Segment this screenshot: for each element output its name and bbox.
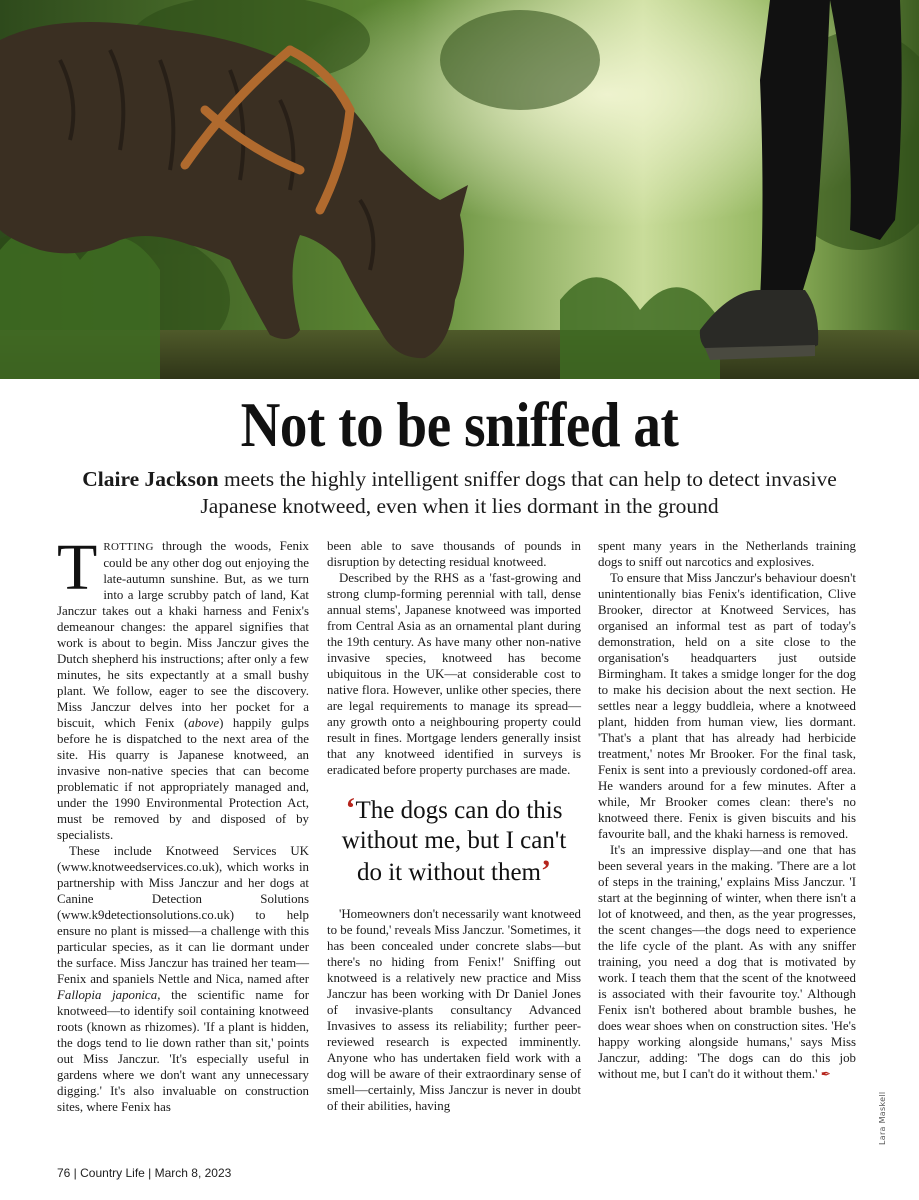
end-mark-icon: ✒ — [820, 1067, 831, 1081]
author-name: Claire Jackson — [82, 467, 219, 491]
article-column-2 — [327, 538, 581, 1114]
article-column-1 — [57, 531, 310, 1115]
quote-open-mark: ‘ — [345, 792, 356, 825]
hero-photo — [0, 0, 919, 379]
paragraph: 'Homeowners don't necessarily want knotweed to be found,' reveals Miss Janczur. 'Sometimes, it has been concealed under concrete slabs—but there's no hiding from Fenix!' Sniffing out knotweed is a relatively new practice and Miss Janczur has been working with Dr Daniel Jones of invasive-plants consultancy Advanced Invasives to assess its reliability; further peer-reviewed research is expected imminently. Anyone who has undertaken field work with a dog will be aware of their extraordinary sense of smell—certainly, Miss Janczur is never in doubt of their abilities, having — [327, 907, 581, 1113]
lead-caps: ROTTING — [103, 541, 154, 553]
quote-close-mark: ’ — [541, 854, 552, 887]
paragraph: been able to save thousands of pounds in disruption by detecting residual knotweed. — [327, 539, 581, 569]
headline: Not to be sniffed at — [240, 389, 679, 460]
paragraph: spent many years in the Netherlands training dogs to sniff out narcotics and explosives. — [598, 539, 856, 569]
standfirst — [50, 466, 869, 520]
paragraph: It's an impressive display—and one that has been several years in the making. 'There are a lot of steps in the training,' explains Miss Janczur. 'I start at the beginning of winter, when there isn't a lot of knotweed, and then, as the year progresses, the scent changes—the dogs need to experience the life cycle of the plant. As with any sniffer training, you need a dog that is motivated by work. I teach them that the scent of the knotweed is associated with their favourite toy.' Although Fenix isn't bothered about bramble bushes, he does wear shoes when on construction sites. 'He's happy working alongside humans,' says Miss Janczur, adding: 'The dogs can do this job without me, but I can't do it without them.' ✒ — [598, 843, 856, 1081]
photo-credit: Lara Maskell — [878, 1091, 887, 1145]
page-footer: 76 | Country Life | March 8, 2023 — [57, 1166, 232, 1180]
article-column-3 — [598, 538, 856, 1082]
paragraph: To ensure that Miss Janczur's behaviour doesn't unintentionally bias Fenix's identification, Clive Brooker, director at Knotweed Services, has organised an informal test as part of today's demonstration, held on a site close to the organisation's headquarters just outside Birmingham. It takes a smidge longer for the dog to make his decision about the next section. He settles near a leggy buddleia, where a knotweed plant, hidden from human view, lies dormant. 'That's a plant that has already had herbicide treatment,' notes Mr Brooker. For the final task, Fenix is sent into a previously cordoned-off area. He wanders around for a few minutes. After a while, Mr Brooker comes clean: there's no knotweed there. Fenix is given biscuits and his favourite ball, and the khaki harness is removed. — [598, 571, 856, 841]
drop-cap: T — [57, 531, 98, 604]
standfirst-text: meets the highly intelligent sniffer dogs that can help to detect invasive Japanese knotweed, even when it lies dormant in the ground — [200, 467, 837, 518]
paragraph: TROTTING through the woods, Fenix could be any other dog out enjoying the late-autumn sunshine. But, as we turn into a large scrubby patch of land, Kat Janczur takes out a khaki harness and Fenix's demeanour changes: the apparel signifies that work is about to begin. Miss Janczur gives the Dutch shepherd his instructions; after only a few minutes, he sits expectantly at a small bushy plant. We follow, eager to see the discovery. Miss Janczur delves into her pocket for a biscuit, which Fenix (above) happily gulps before he is dispatched to the next area of the site. His quarry is Japanese knotweed, an invasive non-native species that can become problematic if not appropriately managed and, under the 1990 Environmental Protection Act, must be removed by and disposed of by specialists. — [57, 531, 309, 842]
paragraph: Described by the RHS as a 'fast-growing and strong clump-forming perennial with tall, dense annual stems', Japanese knotweed was imported from Central Asia as an ornamental plant during the 19th century. As have many other non-native invasive species, knotweed has become ubiquitous in the UK—at considerable cost to native flora. However, unlike other species, there are legal requirements to manage its spread—any growth onto a neighbouring property could result in fines. Mortgage lenders generally insist that any knotweed identified in surveys is eradicated before property purchases are made. — [327, 571, 581, 777]
paragraph: These include Knotweed Services UK (www.knotweedservices.co.uk), which works in partnership with Miss Janczur and her dogs at Canine Detection Solutions (www.k9detectionsolutions.co.uk) to help ensure no plant is missed—a challenge with this particular species, as it can lie dormant under the surface. Miss Janczur has trained her team—Fenix and spaniels Nettle and Nica, named after Fallopia japonica, the scientific name for knotweed—to identify soil containing knotweed roots (known as rhizomes). 'If a plant is hidden, the dogs tend to lie down rather than sit,' points out Miss Janczur. 'It's especially useful in gardens where we don't want any unnecessary digging.' It's also invaluable on construction sites, where Fenix has — [57, 844, 310, 1114]
pull-quote: ‘The dogs can do this without me, but I can't do it without them’ — [341, 792, 567, 887]
